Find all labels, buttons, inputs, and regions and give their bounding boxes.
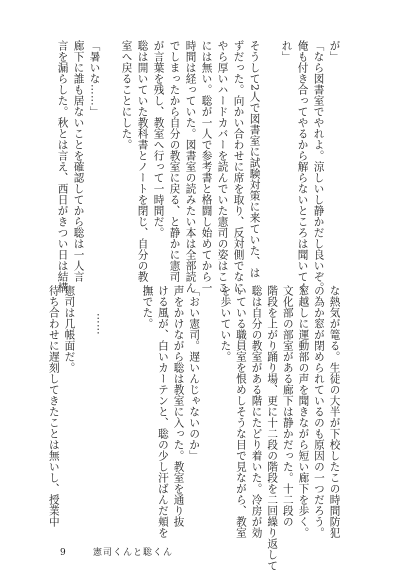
- text-column: でしまったから自分の教室に戻る、と静かに憲司: [168, 40, 181, 282]
- text-column: には無い。聡が一人で参考書と格闘し始めてから一: [200, 40, 213, 293]
- text-column: な熱気が篭る。生徒の大半が下校したこの時間防犯: [328, 285, 341, 538]
- text-column: 憲司は几帳面だ。: [63, 285, 76, 373]
- text-column: れ」: [280, 40, 293, 62]
- text-column: が言葉を残し、教室へ行って一時間だ。: [152, 40, 165, 238]
- running-title: 憲司くんと聡くん: [93, 548, 174, 558]
- text-column: 声をかけながら聡は教室に入った。教室を通り抜: [172, 285, 185, 527]
- text-column: の為か窓が閉められているのも原因の一つだろう。: [312, 285, 325, 538]
- text-column: やら厚いハードカバーを読んでいた憲司の姿はここ: [216, 40, 229, 293]
- text-column: 聡は自分の教室がある階にたどり着いた。冷房が効: [250, 285, 263, 538]
- text-column: 「おい憲司。遅いんじゃないのか」: [188, 285, 201, 461]
- page-number: 9: [60, 548, 66, 558]
- text-column: ける風が、白いカーテンと、聡の少し汗ばんだ頬を: [156, 285, 169, 538]
- text-column: を歩いていた。: [219, 285, 232, 362]
- text-column: 待ち合わせに遅刻してきたことは無いし、授業中: [47, 285, 60, 527]
- text-column: ずだった。向かい合わせに席を取り、反対側でなに: [232, 40, 245, 293]
- text-column: 窓越しに運動部の声を聞きながら短い廊下を歩く。: [297, 285, 310, 538]
- text-column: いている職員室を恨めしそうな目で見ながら、教室: [234, 285, 247, 538]
- text-column: 俺も付き合ってやるから解らないところは聞いてく: [296, 40, 309, 293]
- text-column: 「暑いな……」: [88, 40, 101, 117]
- text-column: 撫でた。: [141, 285, 154, 329]
- text-column: が」: [328, 40, 341, 62]
- page-footer: [0, 547, 400, 559]
- text-column: 階段を上がり踊り場、更に十二段の階段を二回繰り返して: [266, 285, 279, 571]
- text-column: 廊下に誰も居ないことを確認してから聡は一人言: [72, 40, 85, 282]
- text-column: 聡は開いていた教科書とノートを閉じ、自分の教: [136, 40, 149, 282]
- text-column: 言を漏らした。秋とは言え、西日がきつい日は結構: [56, 40, 69, 293]
- text-column: 「なら図書室でやれよ。涼しいし静かだし良いぞ。: [312, 40, 325, 293]
- text-column: 時間は経っていた。図書室の読みたい本は全部読ん: [184, 40, 197, 293]
- text-column: 室へ戻ることにした。: [120, 40, 133, 150]
- text-column: 文化部の部室がある廊下は静かだった。十二段の: [281, 285, 294, 527]
- text-column: ……: [94, 313, 107, 335]
- text-column: そうして2人で図書室に試験対策に来ていた、は: [248, 40, 261, 279]
